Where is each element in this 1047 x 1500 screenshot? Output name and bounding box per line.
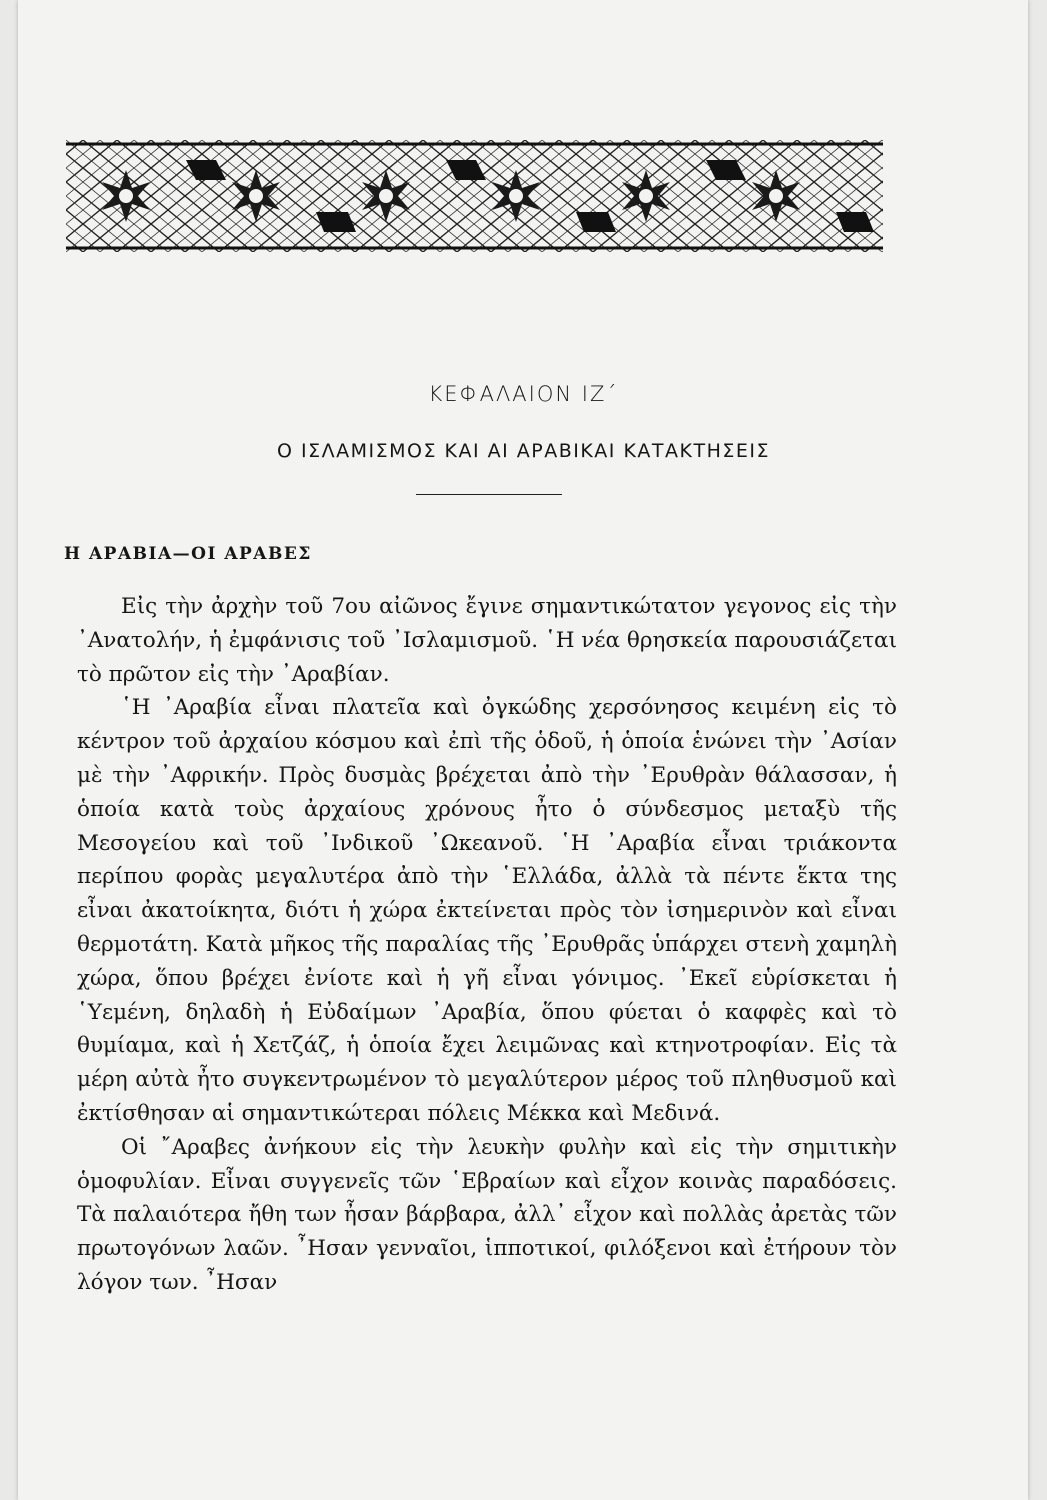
chapter-title: Ο ΙΣΛΑΜΙΣΜΟΣ ΚΑΙ ΑΙ ΑΡΑΒΙΚΑΙ ΚΑΤΑΚΤΗΣΕΙΣ xyxy=(277,440,770,462)
body-text xyxy=(77,590,897,1300)
chapter-number: ΚΕΦΑΛΑΙΟΝ ΙΖ΄ xyxy=(428,382,619,406)
paragraph: ῾Η ᾿Αραβία εἶναι πλατεῖα καὶ ὀγκώδης χερσόνησος κειμένη εἰς τὸ κέντρον τοῦ ἀρχαίου κόσμου καὶ ἐπὶ τῆς ὁδοῦ, ἡ ὁποία ἑνώνει τὴν ᾿Ασίαν μὲ τὴν ᾿Αφρικήν. Πρὸς δυσμὰς βρέχεται ἀπὸ τὴν ᾿Ερυθρὰν θάλασσαν, ἡ ὁποία κατὰ τοὺς ἀρχαίους χρόνους ἦτο ὁ σύνδεσμος μεταξὺ τῆς Μεσογείου καὶ τοῦ ᾿Ινδικοῦ ᾿Ωκεανοῦ. ῾Η ᾿Αραβία εἶναι τριάκοντα περίπου φορὰς μεγαλυτέρα ἀπὸ τὴν ῾Ελλάδα, ἀλλὰ τὰ πέντε ἕκτα της εἶναι ἀκατοίκητα, διότι ἡ χώρα ἐκτείνεται πρὸς τὸν ἰσημερινὸν καὶ εἶναι θερμοτάτη. Κατὰ μῆκος τῆς παραλίας τῆς ᾿Ερυθρᾶς ὑπάρχει στενὴ χαμηλὴ χώρα, ὅπου βρέχει ἐνίοτε καὶ ἡ γῆ εἶναι γόνιμος. ᾿Εκεῖ εὑρίσκεται ἡ ῾Υεμένη, δηλαδὴ ἡ Εὐδαίμων ᾿Αραβία, ὅπου φύεται ὁ καφφὲς καὶ τὸ θυμίαμα, καὶ ἡ Χετζάζ, ἡ ὁποία ἔχει λειμῶνας καὶ κτηνοτροφίαν. Εἰς τὰ μέρη αὐτὰ ἦτο συγκεντρωμένον τὸ μεγαλύτερον μέρος τοῦ πληθυσμοῦ καὶ ἐκτίσθησαν αἱ σημαντικώτεραι πόλεις Μέκκα καὶ Μεδινά. xyxy=(77,695,897,1126)
arabesque-ornament-band xyxy=(66,140,883,252)
paragraph: Εἰς τὴν ἀρχὴν τοῦ 7ου αἰῶνος ἔγινε σημαντικώτατον γεγονος εἰς τὴν ᾿Ανατολήν, ἡ ἐμφάνισις τοῦ ᾿Ισλαμισμοῦ. ῾Η νέα θρησκεία παρουσιάζεται τὸ πρῶτον εἰς τὴν ᾿Αραβίαν. xyxy=(77,594,897,687)
title-divider xyxy=(416,494,562,495)
paragraph: Οἱ ῎Αραβες ἀνήκουν εἰς τὴν λευκὴν φυλὴν καὶ εἰς τὴν σημιτικὴν ὁμοφυλίαν. Εἶναι συγγενεῖς τῶν ῾Εβραίων καὶ εἶχον κοινὰς παραδόσεις. Τὰ παλαιότερα ἤθη των ἦσαν βάρβαρα, ἀλλ᾿ εἶχον καὶ πολλὰς ἀρετὰς τῶν πρωτογόνων λαῶν. ῏Ησαν γενναῖοι, ἱπποτικοί, φιλόξενοι καὶ ἐτήρουν τὸν λόγον των. ῏Ησαν xyxy=(77,1134,897,1295)
section-heading: Η ΑΡΑΒΙΑ—ΟΙ ΑΡΑΒΕΣ xyxy=(64,544,312,564)
